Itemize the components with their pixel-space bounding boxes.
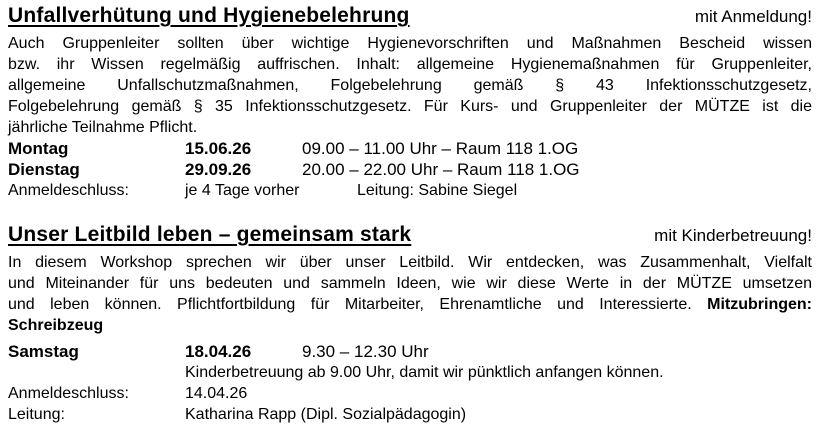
registration-note: mit Anmeldung! bbox=[694, 7, 812, 26]
childcare-note: mit Kinderbetreuung! bbox=[654, 226, 812, 245]
body-text: allgemeine Unfallschutzmaßnahmen, Folgebelehrung gemäß § 43 Infektionsschutzgesetz, bbox=[8, 77, 812, 94]
schedule-row bbox=[8, 383, 812, 404]
paragraph-line bbox=[8, 96, 812, 117]
schedule-cell: Anmeldeschluss: bbox=[8, 385, 129, 402]
section-header bbox=[8, 223, 812, 247]
paragraph-line bbox=[8, 273, 812, 294]
schedule-cell: 20.00 – 22.00 Uhr – Raum 118 1.OG bbox=[302, 160, 580, 179]
schedule-cell: Anmeldeschluss: bbox=[8, 182, 129, 199]
section-header bbox=[8, 4, 812, 28]
schedule-cell: 29.09.26 bbox=[185, 160, 252, 179]
schedule-cell: 09.00 – 11.00 Uhr – Raum 118 1.OG bbox=[302, 139, 579, 158]
course-section-leitbild bbox=[8, 223, 812, 425]
schedule-cell: Katharina Rapp (Dipl. Sozialpädagogin) bbox=[185, 406, 467, 423]
schedule-cell: Leitung: bbox=[8, 406, 65, 423]
body-text: jährliche Teilnahme Pflicht. bbox=[8, 119, 198, 136]
paragraph-line bbox=[8, 54, 812, 75]
schedule-cell: Leitung: Sabine Siegel bbox=[357, 182, 518, 199]
schedule-cell: je 4 Tage vorher bbox=[185, 182, 300, 199]
section-title: Unfallverhütung und Hygienebelehrung bbox=[8, 4, 410, 27]
schedule-row bbox=[8, 138, 812, 159]
paragraph-line bbox=[8, 75, 812, 96]
schedule-cell: 9.30 – 12.30 Uhr bbox=[302, 342, 429, 361]
schedule-cell: Montag bbox=[8, 139, 69, 158]
body-text: Folgebelehrung gemäß § 35 Infektionsschutzgesetz. Für Kurs- und Gruppenleiter der MÜTZE ist die bbox=[8, 98, 812, 115]
body-text: bzw. ihr Wissen regelmäßig auffrischen. Inhalt: allgemeine Hygienemaßnahmen für Gruppenleiter, bbox=[8, 56, 812, 73]
schedule-row bbox=[8, 404, 812, 425]
schedule-table bbox=[8, 341, 812, 425]
schedule-row bbox=[8, 341, 812, 362]
schedule-cell: 15.06.26 bbox=[185, 139, 252, 158]
schedule-cell: Samstag bbox=[8, 342, 79, 361]
schedule-cell: Dienstag bbox=[8, 160, 80, 179]
paragraph-line bbox=[8, 315, 812, 336]
schedule-cell: Kinderbetreuung ab 9.00 Uhr, damit wir pünktlich anfangen können. bbox=[185, 364, 664, 381]
schedule-table bbox=[8, 138, 812, 201]
body-text: Auch Gruppenleiter sollten über wichtige Hygienevorschriften und Maßnahmen Bescheid wissen bbox=[8, 35, 812, 52]
schedule-cell: 18.04.26 bbox=[185, 342, 252, 361]
paragraph-line bbox=[8, 117, 812, 138]
schedule-row bbox=[8, 159, 812, 180]
schedule-row bbox=[8, 362, 812, 383]
emphasized-text: Schreibzeug bbox=[8, 317, 104, 334]
course-section-hygiene bbox=[8, 4, 812, 201]
section-title: Unser Leitbild leben – gemeinsam stark bbox=[8, 223, 412, 246]
section-description bbox=[8, 33, 812, 138]
schedule-row bbox=[8, 180, 812, 201]
paragraph-line bbox=[8, 252, 812, 273]
paragraph-line bbox=[8, 294, 812, 315]
body-text: und leben können. Pflichtfortbildung für Mitarbeiter, Ehrenamtliche und Interessierte. bbox=[8, 296, 708, 313]
body-text: In diesem Workshop sprechen wir über unser Leitbild. Wir entdecken, was Zusammenhalt, Vielfalt bbox=[8, 254, 812, 271]
section-description bbox=[8, 252, 812, 336]
body-text: und Miteinander für uns bedeuten und sammeln Ideen, wie wir diese Werte in der MÜTZE umsetzen bbox=[8, 275, 812, 292]
emphasized-text: Mitzubringen: bbox=[707, 296, 812, 313]
paragraph-line bbox=[8, 33, 812, 54]
schedule-cell: 14.04.26 bbox=[185, 385, 248, 402]
